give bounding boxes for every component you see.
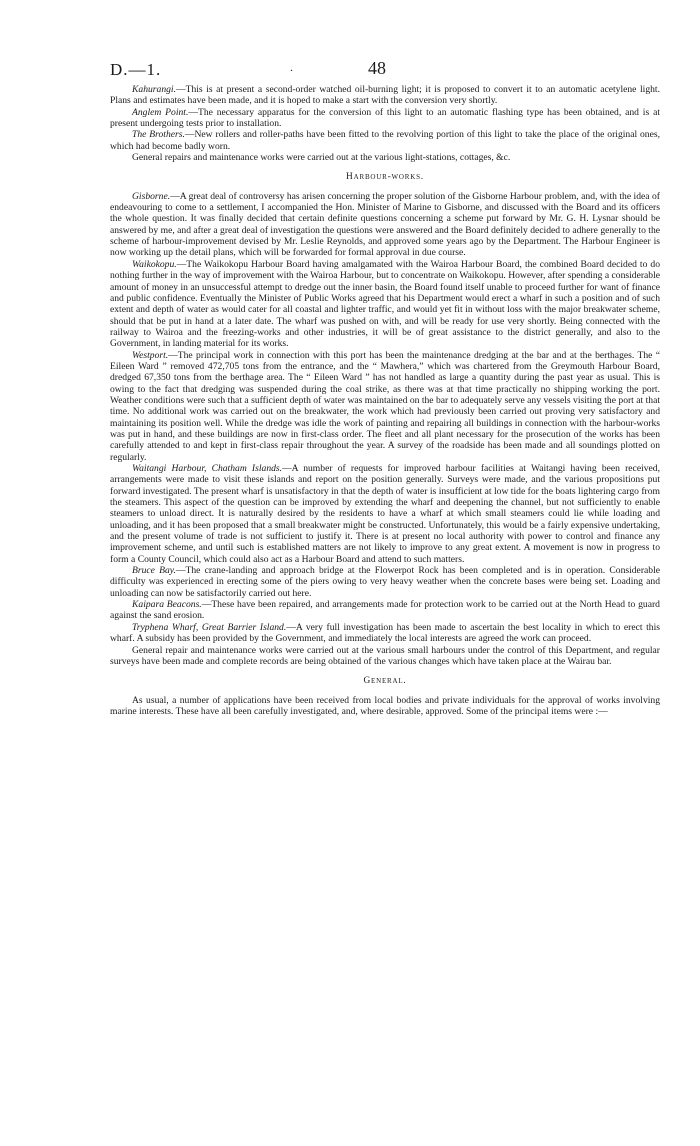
paragraph-waikokopu [110,259,660,350]
paragraph-bruce-bay [110,565,660,599]
paragraph-tryphena-wharf [110,622,660,645]
paragraph-text: —New rollers and roller-paths have been fitted to the revolving portion of this light to take the place of the original ones, which had become badly worn. [110,129,660,152]
paragraph-text: —A very full investigation has been made to ascertain the best locality in which to erect this wharf. A subsidy has been provided by the Government, and immediately the local interests are agreed the work can proceed. [110,621,660,645]
paragraph-title: Waitangi Harbour, Chatham Islands. [132,463,283,474]
document-reference: D.—1. [110,60,162,79]
paragraph-text: —The crane-landing and approach bridge at the Flowerpot Rock has been completed and is in operation. Considerable difficulty was experienced in erecting some of the piers owing to very heavy weather when the concrete bases were being set. Loading and unloading can now be satisfactorily carried out here. [110,565,660,599]
section-heading-harbour-works: Harbour-works. [346,172,424,183]
paragraph-title: Kahurangi. [132,84,176,95]
paragraph-text: —This is at present a second-order watched oil-burning light; it is proposed to convert it to an automatic acetylene light. Plans and estimates have been made, and it is hoped to make a start with the conversion very shortly. [110,84,660,107]
paragraph-text: —The necessary apparatus for the conversion of this light to an automatic flashing type has been obtained, and is at present undergoing tests prior to installation. [110,106,660,130]
paragraph-text: —These have been repaired, and arrangements made for protection work to be carried out at the North Head to guard against the sand erosion. [110,599,660,622]
header-dot: . [290,60,293,74]
paragraph-the-brothers [110,129,660,152]
paragraph-general-applications [110,695,660,718]
paragraph-kahurangi [110,84,660,107]
paragraph-title: Waikokopu. [132,258,177,270]
paragraph-westport [110,350,660,463]
paragraph-title: Westport. [132,349,169,361]
paragraph-title: Anglem Point. [132,106,189,118]
page-body [110,84,660,717]
paragraph-text: General repair and maintenance works were carried out at the various small harbours under the control of this Department, and regular surveys have been made and complete records are being obtained of the various changes which have taken place at the Wairau bar. [110,644,660,667]
paragraph-title: Tryphena Wharf, Great Barrier Island. [132,621,287,633]
paragraph-general-repairs-lights [110,152,660,163]
paragraph-text: —The principal work in connection with this port has been the maintenance dredging at the bar and at the berthages. The “ Eileen Ward ” removed 472,705 tons from the entrance, and the “ Mawhera,” which was chartered from the Greymouth Harbour Board, dredged 67,350 tons from the berthage area. The “ Eileen Ward ” has not handled as large a quantity during the past year as usual. This is owing to the fact that dredging was suspended during the coal strike, as there was at that time practically no shipping working the port. Weather conditions were such that a sufficient depth of water was maintained on the bar to adequately serve any vessels visiting the port at that time. No additional work was carried out on the breakwater, the work which had previously been carried out proving very satisfactory and maintaining its position well. While the dredge was idle the work of painting and repairing all buildings in connection with the harbour-works was put in hand, and these buildings are now in first-class order. The fleet and all plant necessary for the prosecution of the works has been carefully attended to and kept in first-class repair throughout the year. A survey of the roadside has been made and all soundings plotted on regularly. [110,349,660,463]
paragraph-text: General repairs and maintenance works were carried out at the various light-stations, cottages, &c. [132,152,511,164]
paragraph-text: —The Waikokopu Harbour Board having amalgamated with the Wairoa Harbour Board, the combined Board decided to do nothing further in the way of improvement with the Wairoa Harbour, but to concentrate on Waikokopu. However, after spending a considerable amount of money in an unsuccessful attempt to dredge out the inner basin, the Board found itself unable to proceed further for want of finance and public confidence. Eventually the Minister of Public Works agreed that his Department would erect a wharf in such a position and of such extent and depth of water as would cater for all coastal and lighter traffic, and would yet fit in without loss with the major breakwater scheme, should that be put in hand at a later date. The wharf was pushed on with, and will be ready for use very shortly. Being connected with the railway to Wairoa and the freezing-works and other industries, it will be of great assistance to the district generally, and also to the Government, in landing material for its works. [110,258,660,350]
paragraph-general-repairs-harbours [110,645,660,668]
paragraph-waitangi-harbour [110,463,660,565]
paragraph-text: —A number of requests for improved harbour facilities at Waitangi having been received, arrangements were made to visit these islands and report on the position generally. Surveys were made, and the various propositions put forward investigated. The present wharf is unsatisfactory in that the depth of water is insufficient at low tide for the boats lightering cargo from the steamers. This aspect of the question can be improved by extending the wharf and deepening the channel, but not sufficiently to enable steamers to unload direct. It is naturally desired by the residents to have a wharf at which small steamers could lie while loading and unloading, and it has been proposed that a small breakwater might be constructed. Unfortunately, this would be a fairly expensive undertaking, and the present volume of trade is not sufficient to justify it. There is at present no local authority with power to control and finance any improvement scheme, and until such is established matters are not likely to improve to any great extent. A movement is now in progress to form a County Council, which could also act as a Harbour Board and attend to such matters. [110,463,660,565]
paragraph-anglem-point [110,107,660,130]
paragraph-title: The Brothers. [132,129,185,141]
paragraph-title: Bruce Bay. [132,565,176,577]
page-header [110,0,660,84]
paragraph-text: —A great deal of controversy has arisen concerning the proper solution of the Gisborne Harbour problem, and, with the idea of endeavouring to come to a settlement, I accompanied the Hon. Minister of Marine to Gisborne, and discussed with the Board and its officers the whole question. It was finally decided that certain definite questions concerning a scheme put forward by Mr. G. H. Lysnar should be answered by me, and after a great deal of investigation the questions were answered and the Board definitely decided to adhere generally to the scheme of harbour-improvement devised by Mr. Leslie Reynolds, and approved some years ago by the Department. The Harbour Engineer is now working up the detail plans, which will be forwarded for formal approval in due course. [110,190,660,259]
paragraph-gisborne [110,191,660,259]
paragraph-title: Gisborne. [132,190,171,202]
section-heading-general: General. [363,676,407,687]
paragraph-title: Kaipara Beacons. [132,599,202,611]
page-number: 48 [368,58,386,78]
paragraph-text: As usual, a number of applications have been received from local bodies and private individuals for the approval of works involving marine interests. These have all been carefully investigated, and, where desirable, approved. Some of the principal items were :— [110,694,660,717]
paragraph-kaipara-beacons [110,599,660,622]
